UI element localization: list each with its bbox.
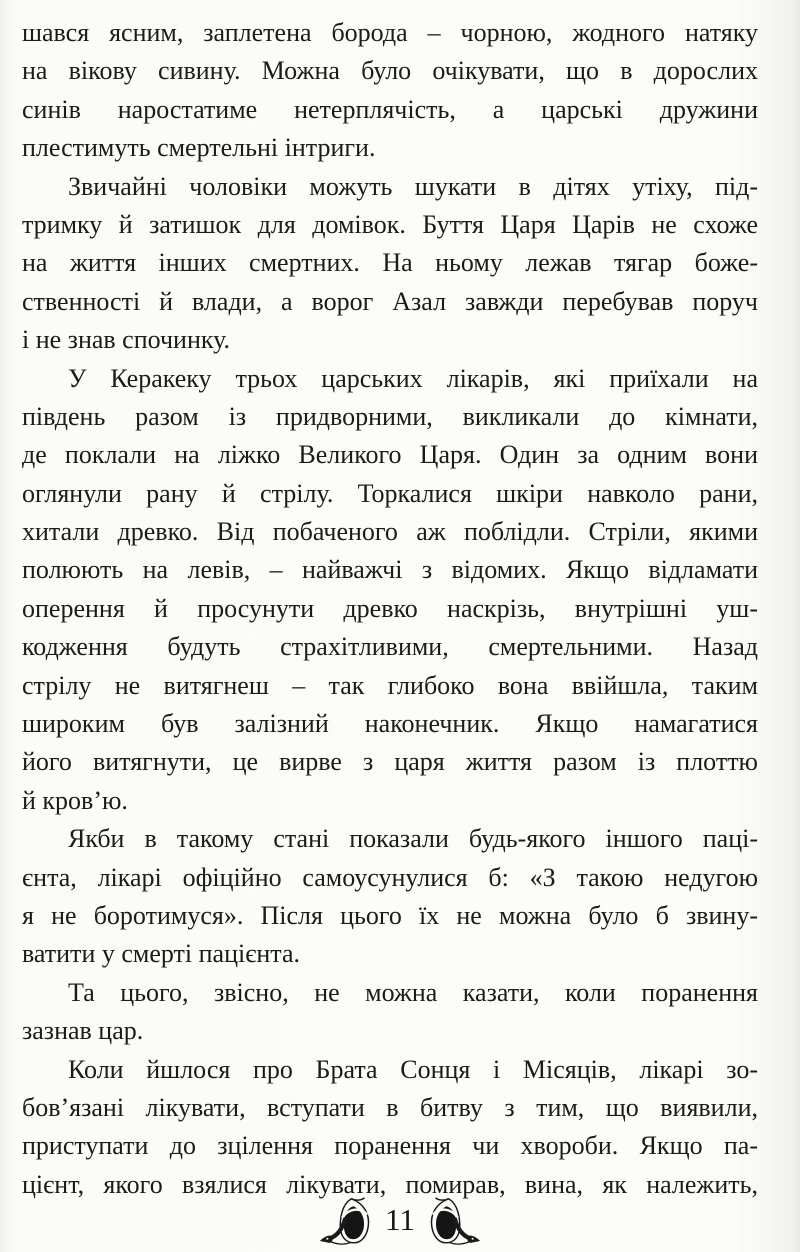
text-line: Та цього, звісно, не можна казати, коли поранення — [68, 977, 758, 1007]
text-line: єнта, лікарі офіційно самоусунулися б: «З такою недугою — [22, 862, 758, 892]
text-line: на вікову сивину. Можна було очікувати, що в дорослих — [22, 56, 758, 86]
text-line: я не боротимуся». Після цього їх не можна було б звину- — [22, 900, 758, 930]
page-footer — [0, 1196, 800, 1248]
text-line: Якби в такому стані показали будь-якого іншого паці- — [68, 824, 758, 854]
swan-flourish-right-icon — [429, 1197, 481, 1247]
text-line: на життя інших смертних. На ньому лежав тягар боже- — [22, 248, 758, 278]
text-line: ственності й влади, а ворог Азал завжди перебував поруч — [22, 286, 758, 316]
text-line: приступати до зцілення поранення чи хвороби. Якщо па- — [22, 1131, 758, 1161]
text-line: і не знав спочинку. — [22, 325, 231, 355]
text-line: У Керакеку трьох царських лікарів, які приїхали на — [68, 363, 758, 393]
text-line: його витягнути, це вирве з царя життя разом із плоттю — [22, 747, 758, 777]
text-line: оперення й просунути древко наскрізь, внутрішні уш- — [22, 593, 758, 623]
text-line: оглянули рану й стрілу. Торкалися шкіри навколо рани, — [22, 478, 758, 508]
text-line: шався ясним, заплетена борода – чорною, жодного натяку — [22, 18, 758, 47]
text-line: зазнав цар. — [22, 1016, 144, 1046]
text-line: Звичайні чоловіки можуть шукати в дітях утіху, під- — [68, 171, 758, 201]
text-line: ватити у смерті пацієнта. — [22, 939, 301, 969]
text-line: синів наростатиме нетерплячість, а царські дружини — [22, 94, 758, 124]
text-line: й кров’ю. — [22, 785, 128, 815]
page-text — [22, 14, 758, 1204]
page-number: 11 — [385, 1201, 415, 1237]
swan-flourish-left-icon — [319, 1197, 371, 1247]
text-line: стрілу не витягнеш – так глибоко вона ввійшла, таким — [22, 670, 758, 700]
text-line: кодження будуть страхітливими, смертельними. Назад — [22, 632, 758, 662]
text-line: Коли йшлося про Брата Сонця і Місяців, лікарі зо- — [68, 1054, 758, 1084]
text-line: широким був залізний наконечник. Якщо намагатися — [22, 709, 758, 739]
text-line: бов’язані лікувати, вступати в битву з тим, що виявили, — [22, 1092, 758, 1122]
text-line: хитали древко. Від побаченого аж поблідли. Стріли, якими — [22, 517, 758, 547]
text-line: полюють на левів, – найважчі з відомих. Якщо відламати — [22, 555, 758, 585]
text-line: цієнт, якого взялися лікувати, помирав, вина, як належить, — [22, 1169, 758, 1199]
text-line: плестимуть смертельні інтриги. — [22, 133, 376, 163]
text-line: тримку й затишок для домівок. Буття Царя Царів не схоже — [22, 209, 758, 239]
text-line: південь разом із придворними, викликали до кімнати, — [22, 401, 758, 431]
text-line: де поклали на ліжко Великого Царя. Один за одним вони — [22, 440, 758, 470]
